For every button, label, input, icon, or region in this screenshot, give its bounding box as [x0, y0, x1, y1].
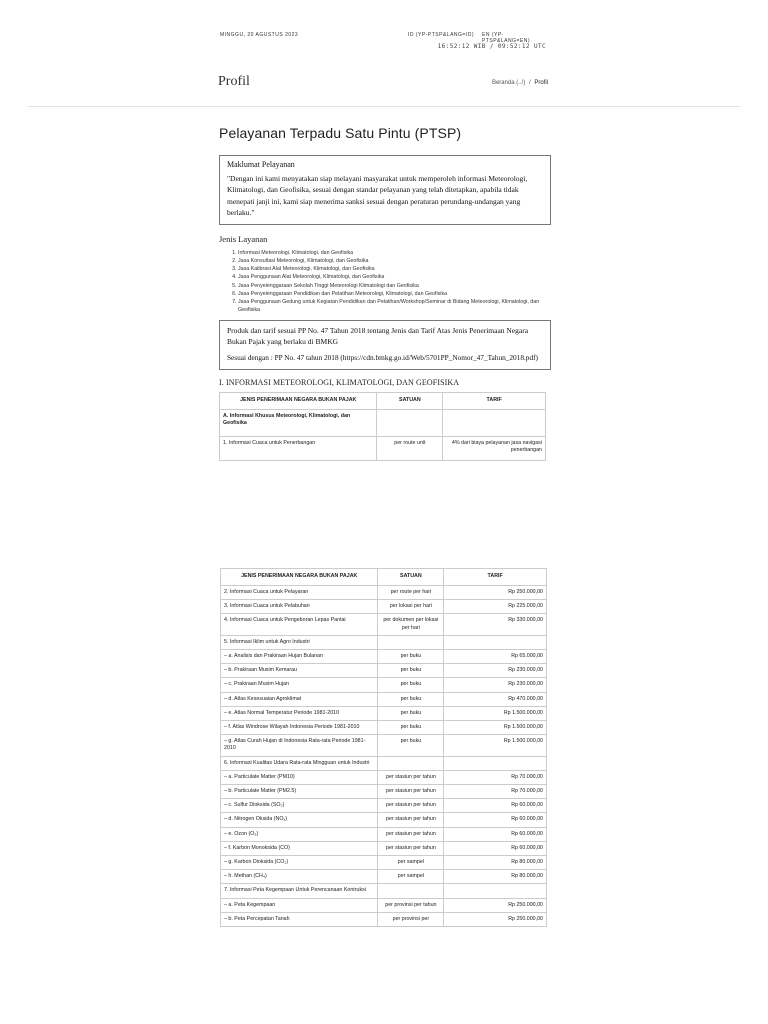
language-link-id[interactable]: ID (YP-PTSP&LANG=ID)	[408, 32, 474, 38]
table-row	[221, 898, 547, 912]
section-title: I. INFORMASI METEOROLOGI, KLIMATOLOGI, DAN GEOFISIKA	[219, 377, 460, 387]
table-row	[221, 813, 547, 827]
table-cell: 5. Informasi Iklim untuk Agro Industri	[221, 635, 378, 649]
table-cell: Rp 1.500.000,00	[444, 706, 547, 720]
table-cell: – b. Peta Percepatan Tanah	[221, 912, 378, 926]
list-item: 3. Jasa Kalibrasi Alat Meteorologi, Klimatologi, dan Geofisika	[238, 265, 551, 273]
table-cell: 3. Informasi Cuaca untuk Pelabuhan	[221, 600, 378, 614]
table-cell: 2. Informasi Cuaca untuk Pelayaran	[221, 586, 378, 600]
breadcrumb-current: Profil	[534, 80, 548, 86]
table-cell: per stasiun per tahun	[378, 813, 444, 827]
table-cell: Rp 225.000,00	[444, 600, 547, 614]
service-list	[219, 249, 551, 314]
table-cell: – a. Analisis dan Prakiraan Hujan Bulanan	[221, 650, 378, 664]
list-item: 6. Jasa Penyelenggaraan Pendidikan dan Pelatihan Meteorologi, Klimatologi, dan Geofisika	[238, 290, 551, 298]
table-cell: – f. Karbon Monoksida (CO)	[221, 841, 378, 855]
page-header	[218, 74, 550, 94]
tariff-table	[219, 392, 546, 461]
table-cell: Rp 80.000,00	[444, 870, 547, 884]
page-heading: Profil	[218, 74, 250, 89]
table-row	[221, 912, 547, 926]
table-header-row	[220, 392, 546, 409]
table-row	[221, 756, 547, 770]
table-cell: per stasiun per tahun	[378, 827, 444, 841]
table-cell: Rp 250.000,00	[444, 586, 547, 600]
table-cell: per route per hari	[378, 586, 444, 600]
table-cell: – e. Atlas Normal Temperatur Periode 1981-2010	[221, 706, 378, 720]
table-cell: – d. Atlas Kesesuaian Agroklimat	[221, 692, 378, 706]
maklumat-quote: "Dengan ini kami menyatakan siap melayani masyarakat untuk memperoleh informasi Meteorologi, Klimatologi, dan Geofisika, sesuai dengan standar pelayanan yang telah ditetapkan, apabila tidak menepati janji ini, kami siap menerima sanksi sesuai dengan peraturan perundang-undangan yang berlaku."	[227, 174, 528, 217]
table-cell: Rp 230.000,00	[444, 664, 547, 678]
table-row	[221, 706, 547, 720]
table-cell: per stasiun per tahun	[378, 799, 444, 813]
table-cell: Rp 60.000,00	[444, 841, 547, 855]
table-cell: – c. Prakiraan Musim Hujan	[221, 678, 378, 692]
table-cell: – h. Methan (CH₄)	[221, 870, 378, 884]
table-row	[221, 721, 547, 735]
table-cell: per buku	[378, 735, 444, 756]
table-cell: Rp 60.000,00	[444, 799, 547, 813]
table-row	[221, 735, 547, 756]
table-cell	[443, 409, 546, 436]
table-cell: per buku	[378, 692, 444, 706]
table-cell: Rp 330.000,00	[444, 614, 547, 635]
table-cell: – e. Ozon (O₃)	[221, 827, 378, 841]
table-cell: – f. Atlas Windrose Wilayah Indonesia Periode 1981-2010	[221, 721, 378, 735]
breadcrumb	[490, 80, 548, 86]
table-row	[221, 650, 547, 664]
table-cell: per buku	[378, 721, 444, 735]
breadcrumb-separator: /	[528, 80, 531, 86]
produk-box	[219, 320, 551, 370]
table-cell: per buku	[378, 650, 444, 664]
table-cell: – b. Prakiraan Musim Kemarau	[221, 664, 378, 678]
table-cell: 4. Informasi Cuaca untuk Pengeboran Lepas Pantai	[221, 614, 378, 635]
table-cell: Rp 65.000,00	[444, 650, 547, 664]
table-cell	[444, 756, 547, 770]
table-cell	[378, 884, 444, 898]
table-row	[221, 586, 547, 600]
table-cell: per route unit	[377, 436, 443, 460]
produk-reference-link[interactable]: Sesuai dengan : PP No. 47 tahun 2018 (https://cdn.bmkg.go.id/Web/5701PP_Nomor_47_Tahun_2018.pdf)	[227, 352, 538, 362]
table-cell: A. Informasi Khusus Meteorologi, Klimatologi, dan Geofisika	[220, 409, 377, 436]
table-cell	[378, 635, 444, 649]
table-cell: – d. Nitrogen Oksida (NOₓ)	[221, 813, 378, 827]
table-cell: per lokasi per hari	[378, 600, 444, 614]
table-cell: 6. Informasi Kualitas Udara Rata-rata Mingguan untuk Industri	[221, 756, 378, 770]
table-cell: – a. Particulate Matter (PM10)	[221, 770, 378, 784]
table-cell: – g. Karbon Dioksida (CO₂)	[221, 856, 378, 870]
table-row	[221, 841, 547, 855]
table-cell	[378, 756, 444, 770]
list-item: 7. Jasa Penggunaan Gedung untuk Kegiatan Pendidikan dan Pelatihan/Workshop/Seminar di Bidang Meteorologi, Klimatologi, dan Geofisika	[238, 298, 551, 314]
maklumat-heading: Maklumat Pelayanan	[227, 160, 295, 169]
table-row	[220, 409, 546, 436]
table-cell: Rp 60.000,00	[444, 813, 547, 827]
tariff-table-continued-wrapper	[220, 568, 547, 927]
table-cell: – b. Particulate Matter (PM2.5)	[221, 785, 378, 799]
table-row	[221, 884, 547, 898]
table-header-row	[221, 569, 547, 586]
list-item: 5. Jasa Penyelenggaraan Sekolah Tinggi Meteorologi Klimatologi dan Geofisika	[238, 282, 551, 290]
produk-text: Produk dan tarif sesuai PP No. 47 Tahun 2018 tentang Jenis dan Tarif Atas Jenis Penerimaan Negara Bukan Pajak yang berlaku di BMKG	[227, 325, 529, 347]
table-row	[221, 678, 547, 692]
table-cell: Rp 1.500.000,00	[444, 735, 547, 756]
table-cell: Rp 230.000,00	[444, 678, 547, 692]
table-cell: – c. Sulfur Dioksida (SO₂)	[221, 799, 378, 813]
table-cell: Rp 60.000,00	[444, 827, 547, 841]
table-cell: 1. Informasi Cuaca untuk Penerbangan	[220, 436, 377, 460]
table-row	[221, 635, 547, 649]
table-cell: Rp 470.000,00	[444, 692, 547, 706]
table-cell: per provinsi per	[378, 912, 444, 926]
table-row	[220, 436, 546, 460]
table-cell: per stasiun per tahun	[378, 785, 444, 799]
tariff-table-continued	[220, 568, 547, 927]
table-cell: 4% dari biaya pelayanan jasa navigasi penerbangan	[443, 436, 546, 460]
clock: 16:52:12 WIB / 09:52:12 UTC	[437, 43, 546, 50]
column-header: JENIS PENERIMAAN NEGARA BUKAN PAJAK	[221, 569, 378, 586]
table-row	[221, 827, 547, 841]
table-cell: Rp 250.000,00	[444, 912, 547, 926]
table-cell: per stasiun per tahun	[378, 770, 444, 784]
breadcrumb-home-link[interactable]: Beranda (../)	[491, 80, 526, 86]
table-cell: per buku	[378, 678, 444, 692]
table-cell: per buku	[378, 706, 444, 720]
table-cell: per sampel	[378, 870, 444, 884]
column-header: TARIF	[444, 569, 547, 586]
table-row	[221, 770, 547, 784]
table-cell: per dokumen per lokasi per hari	[378, 614, 444, 635]
table-row	[221, 692, 547, 706]
table-cell: Rp 70.000,00	[444, 785, 547, 799]
list-item: 4. Jasa Penggunaan Alat Meteorologi, Klimatologi, dan Geofisika	[238, 273, 551, 281]
table-cell: per sampel	[378, 856, 444, 870]
table-row	[221, 856, 547, 870]
table-row	[221, 614, 547, 635]
table-cell: per provinsi per tahun	[378, 898, 444, 912]
table-row	[221, 799, 547, 813]
table-cell: – a. Peta Kegempaan	[221, 898, 378, 912]
table-cell: 7. Informasi Peta Kegempaan Untuk Perencanaan Kontruksi	[221, 884, 378, 898]
column-header: TARIF	[443, 392, 546, 409]
column-header: SATUAN	[378, 569, 444, 586]
main-content	[219, 125, 551, 461]
column-header: JENIS PENERIMAAN NEGARA BUKAN PAJAK	[220, 392, 377, 409]
table-cell: per stasiun per tahun	[378, 841, 444, 855]
list-item: 1. Informasi Meteorologi, Klimatologi, dan Geofisika	[238, 249, 551, 257]
table-cell: Rp 250.000,00	[444, 898, 547, 912]
current-date: MINGGU, 20 AGUSTUS 2023	[220, 32, 299, 38]
table-cell: Rp 80.000,00	[444, 856, 547, 870]
divider	[28, 106, 740, 107]
top-bar	[220, 30, 550, 54]
maklumat-box	[219, 155, 551, 225]
page-title: Pelayanan Terpadu Satu Pintu (PTSP)	[219, 125, 462, 141]
table-cell	[377, 409, 443, 436]
jenis-layanan-heading: Jenis Layanan	[219, 234, 268, 245]
table-row	[221, 785, 547, 799]
table-cell: – g. Atlas Curah Hujan di Indonesia Rata-rata Periode 1981-2010	[221, 735, 378, 756]
table-row	[221, 870, 547, 884]
table-cell	[444, 635, 547, 649]
table-cell: Rp 70.000,00	[444, 770, 547, 784]
column-header: SATUAN	[377, 392, 443, 409]
table-cell: Rp 1.500.000,00	[444, 721, 547, 735]
list-item: 2. Jasa Konsultasi Meteorologi, Klimatologi, dan Geofisika	[238, 257, 551, 265]
table-cell	[444, 884, 547, 898]
language-link-en[interactable]: EN (YP-PTSP&LANG=EN)	[482, 32, 531, 44]
table-row	[221, 600, 547, 614]
table-cell: per buku	[378, 664, 444, 678]
table-row	[221, 664, 547, 678]
